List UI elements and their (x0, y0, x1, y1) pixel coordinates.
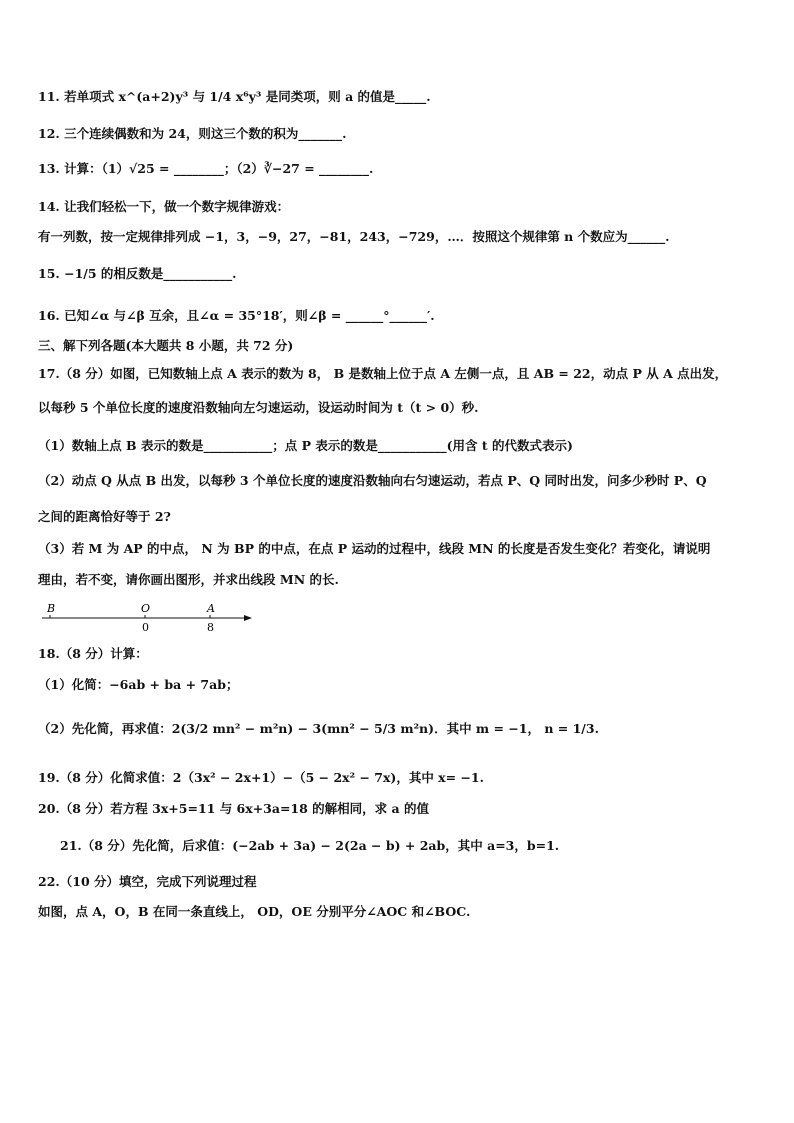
tick-label-0: 0 (142, 621, 149, 634)
tick-label-8: 8 (207, 621, 214, 634)
question-18-part1: （1）化简：−6ab + ba + 7ab； (38, 677, 239, 692)
question-18: 18.（8 分）计算： (38, 646, 148, 661)
question-12: 12. 三个连续偶数和为 24，则这三个数的积为_______. (38, 126, 347, 141)
question-18-part2: （2）先化简，再求值：2(3/2 mn² − m²n) − 3(mn² − 5/3 m²n)．其中 m = −1， n = 1/3. (38, 721, 599, 736)
question-17-part3: （3）若 M 为 AP 的中点， N 为 BP 的中点，在点 P 运动的过程中，线段 MN 的长度是否发生变化？若变化，请说明 (38, 541, 711, 556)
question-13: 13. 计算：（1）√25 = ________；（2）∛−27 = ________. (38, 161, 374, 176)
question-17-part2-cont: 之间的距离恰好等于 2? (38, 509, 171, 524)
question-16: 16. 已知∠α 与∠β 互余，且∠α = 35°18′，则∠β = ______°______′. (38, 308, 435, 323)
question-20: 20.（8 分）若方程 3x+5=11 与 6x+3a=18 的解相同，求 a 的值 (38, 801, 429, 816)
question-22-body: 如图，点 A，O，B 在同一条直线上， OD，OE 分别平分∠AOC 和∠BOC. (38, 904, 471, 919)
question-21: 21.（8 分）先化简，后求值：(−2ab + 3a) − 2(2a − b) + 2ab，其中 a=3，b=1. (60, 838, 560, 853)
question-11: 11. 若单项式 x^(a+2)y³ 与 1/4 x⁶y³ 是同类项，则 a 的值是_____. (38, 89, 431, 104)
point-label-o: O (141, 602, 151, 615)
question-14: 14. 让我们轻松一下，做一个数字规律游戏： (38, 199, 290, 214)
question-17-line2: 以每秒 5 个单位长度的速度沿数轴向左匀速运动，设运动时间为 t（t > 0）秒. (38, 400, 479, 415)
question-14-body: 有一列数，按一定规律排列成 −1，3，−9，27，−81，243，−729，…．按照这个规律第 n 个数应为______. (38, 229, 670, 244)
question-19: 19.（8 分）化简求值：2（3x² − 2x+1）−（5 − 2x² − 7x)，其中 x= −1. (38, 770, 484, 785)
question-17: 17.（8 分）如图，已知数轴上点 A 表示的数为 8， B 是数轴上位于点 A 左侧一点，且 AB = 22，动点 P 从 A 点出发， (38, 366, 728, 381)
point-label-a: A (207, 602, 215, 615)
question-15: 15. −1/5 的相反数是___________. (38, 266, 237, 281)
section-heading: 三、解下列各题(本大题共 8 小题，共 72 分) (38, 338, 294, 353)
arrow-right-icon (244, 615, 252, 621)
point-label-b: B (47, 602, 56, 615)
number-line-figure (40, 600, 260, 636)
question-17-part1: （1）数轴上点 B 表示的数是___________；点 P 表示的数是___________(用含 t 的代数式表示) (38, 438, 573, 453)
question-22: 22.（10 分）填空，完成下列说理过程 (38, 874, 257, 889)
question-17-part3-cont: 理由，若不变，请你画出图形，并求出线段 MN 的长. (38, 572, 339, 587)
question-17-part2: （2）动点 Q 从点 B 出发，以每秒 3 个单位长度的速度沿数轴向右匀速运动，若点 P、Q 同时出发，问多少秒时 P、Q (38, 473, 707, 488)
